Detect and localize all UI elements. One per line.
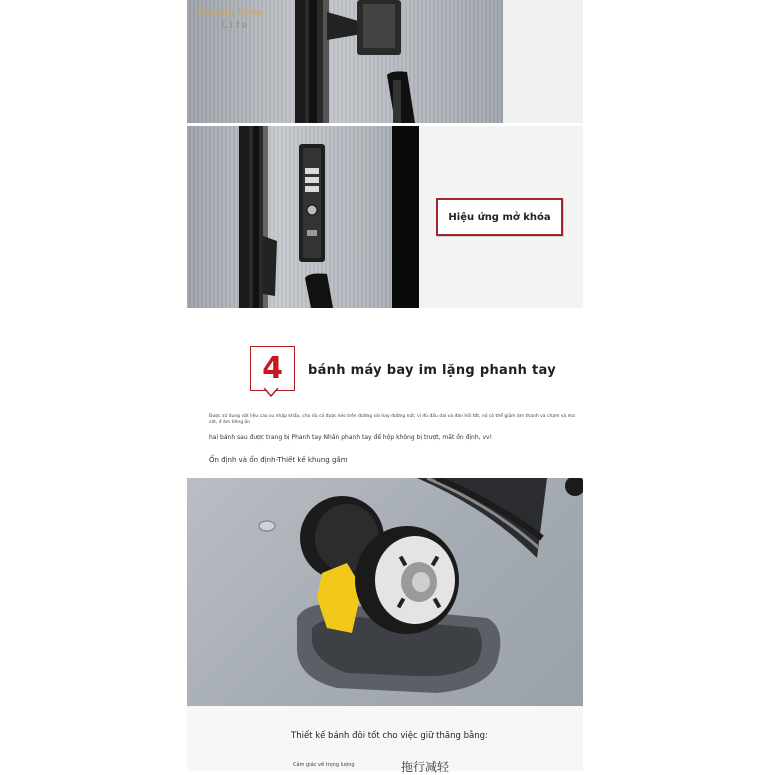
photo-spinner-wheel xyxy=(187,478,583,706)
dual-wheel-title: Thiết kế bánh đôi tốt cho việc giữ thăng bằng: xyxy=(291,731,488,741)
photo-zipper-handle xyxy=(187,0,503,123)
wheels-paragraph-1: Được sử dụng vật liệu cao su nhập khẩu, cho dù có được kéo trên đường sỏi hay đường nứt, vì đủ đầu dai và đàn hồi tốt, nó có thể giảm âm thanh va chạm và ma sát, 4 âm tiếng ồn xyxy=(209,414,575,425)
zipper-handle-illustration xyxy=(187,0,503,123)
photo-lock-closeup xyxy=(187,126,419,308)
wheels-heading: bánh máy bay im lặng phanh tay xyxy=(308,363,556,378)
badge-pointer-icon xyxy=(263,388,279,398)
unlock-effect-label: Hiệu ứng mở khóa xyxy=(448,211,551,223)
brand-tagline: Life xyxy=(221,21,251,31)
wheel-count-number: 4 xyxy=(262,351,283,386)
brand-name: Shuang Dong xyxy=(197,8,265,18)
spinner-wheel-illustration xyxy=(187,478,583,706)
weight-feel-note: Cảm giác về trọng lượng xyxy=(293,762,355,768)
lock-illustration xyxy=(187,126,419,308)
photo-right-white xyxy=(503,0,583,123)
chassis-subheading: Ổn định và ổn định-Thiết kế khung gầm xyxy=(209,456,348,464)
unlock-effect-callout xyxy=(436,198,563,236)
wheel-count-badge xyxy=(250,346,295,391)
drag-reduce-note: 拖行减轻 xyxy=(401,760,450,774)
wheels-paragraph-2: hai bánh sau được trang bị Phanh tay Nhấn phanh tay để hộp không bị trượt, mất ổn định, vv! xyxy=(209,434,492,441)
